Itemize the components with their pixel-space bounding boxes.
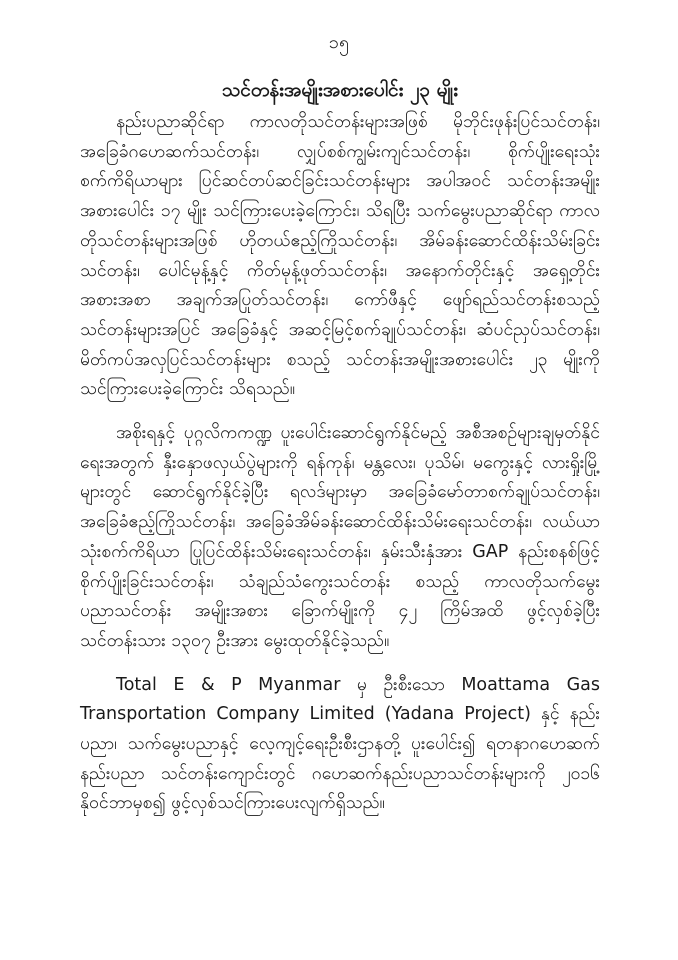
paragraph-1: နည်းပညာဆိုင်ရာ ကာလတိုသင်တန်းများအဖြစ် မိုဘိုင်းဖုန်းပြင်သင်တန်း၊ အခြေခံဂဟေဆက်သင်တန်း၊ လျှပ်စစ်ကျွမ်းကျင်သင်တန်း၊ စိုက်ပျိုးရေးသုံးစက်ကိရိယာများ ပြင်ဆင်တပ်ဆင်ခြင်းသင်တန်းများ အပါအဝင် သင်တန်းအမျိုးအစားပေါင်း ၁၇ မျိုး သင်ကြားပေးခဲ့ကြောင်း၊ သိရပြီး သက်မွေးပညာဆိုင်ရာ ကာလတိုသင်တန်းများအဖြစ် ဟိုတယ်ဧည့်ကြိုသင်တန်း၊ အိမ်ခန်းဆောင်ထိန်းသိမ်းခြင်းသင်တန်း၊ ပေါင်မုန့်နှင့် ကိတ်မုန့်ဖုတ်သင်တန်း၊ အနောက်တိုင်းနှင့် အရှေ့တိုင်းအစားအစာ အချက်အပြုတ်သင်တန်း၊ ကော်ဖီနှင့် ဖျော်ရည်သင်တန်းစသည့် သင်တန်းများအပြင် အခြေခံနှင့် အဆင့်မြင့်စက်ချုပ်သင်တန်း၊ ဆံပင်ညှပ်သင်တန်း၊ မိတ်ကပ်အလှပြင်သင်တန်းများ စသည့် သင်တန်းအမျိုးအစားပေါင်း ၂၃ မျိုးကို သင်ကြားပေးခဲ့ကြောင်း သိရသည်။: [80, 112, 600, 400]
paragraph-2: အစိုးရနှင့် ပုဂ္ဂလိကကဏ္ဍ ပူးပေါင်းဆောင်ရွက်နိုင်မည့် အစီအစဉ်များချမှတ်နိုင်ရေးအတွက် နှီးနှောဖလှယ်ပွဲများကို ရန်ကုန်၊ မန္တလေး၊ ပုသိမ်၊ မကွေးနှင့် လားရှိုးမြို့များတွင် ဆောင်ရွက်နိုင်ခဲ့ပြီး ရလဒ်များမှာ အခြေခံမော်တာစက်ချုပ်သင်တန်း၊ အခြေခံဧည့်ကြိုသင်တန်း၊ အခြေခံအိမ်ခန်းဆောင်ထိန်းသိမ်းရေးသင်တန်း၊ လယ်ယာသုံးစက်ကိရိယာ ပြုပြင်ထိန်းသိမ်းရေးသင်တန်း၊ နှမ်းသီးနှံအား GAP နည်းစနစ်ဖြင့် စိုက်ပျိုးခြင်းသင်တန်း၊ သံချည်သံကွေးသင်တန်း စသည့် ကာလတိုသက်မွေးပညာသင်တန်း အမျိုးအစား ခြောက်မျိုးကို ၄၂ ကြိမ်အထိ ဖွင့်လှစ်ခဲ့ပြီး သင်တန်းသား ၁၃၀၇ ဦးအား မွေးထုတ်နိုင်ခဲ့သည်။: [80, 423, 600, 651]
page-number: ၁၅: [328, 32, 350, 53]
page-title: သင်တန်းအမျိုးအစားပေါင်း ၂၃ မျိုး: [221, 79, 459, 101]
paragraph-3: Total E & P Myanmar မှ ဦးစီးသော Moattama Gas Transportation Company Limited (Yadana Project) နှင့် နည်းပညာ၊ သက်မွေးပညာနှင့် လေ့ကျင့်ရေးဦးစီးဌာနတို့ ပူးပေါင်း၍ ရတနာဂဟေဆက်နည်းပညာ သင်တန်းကျောင်းတွင် ဂဟေဆက်နည်းပညာသင်တန်းများကို ၂၀၁၆ နိုဝင်ဘာမှစ၍ ဖွင့်လှစ်သင်ကြားပေးလျက်ရှိသည်။: [80, 674, 600, 814]
body-text: [80, 108, 600, 833]
